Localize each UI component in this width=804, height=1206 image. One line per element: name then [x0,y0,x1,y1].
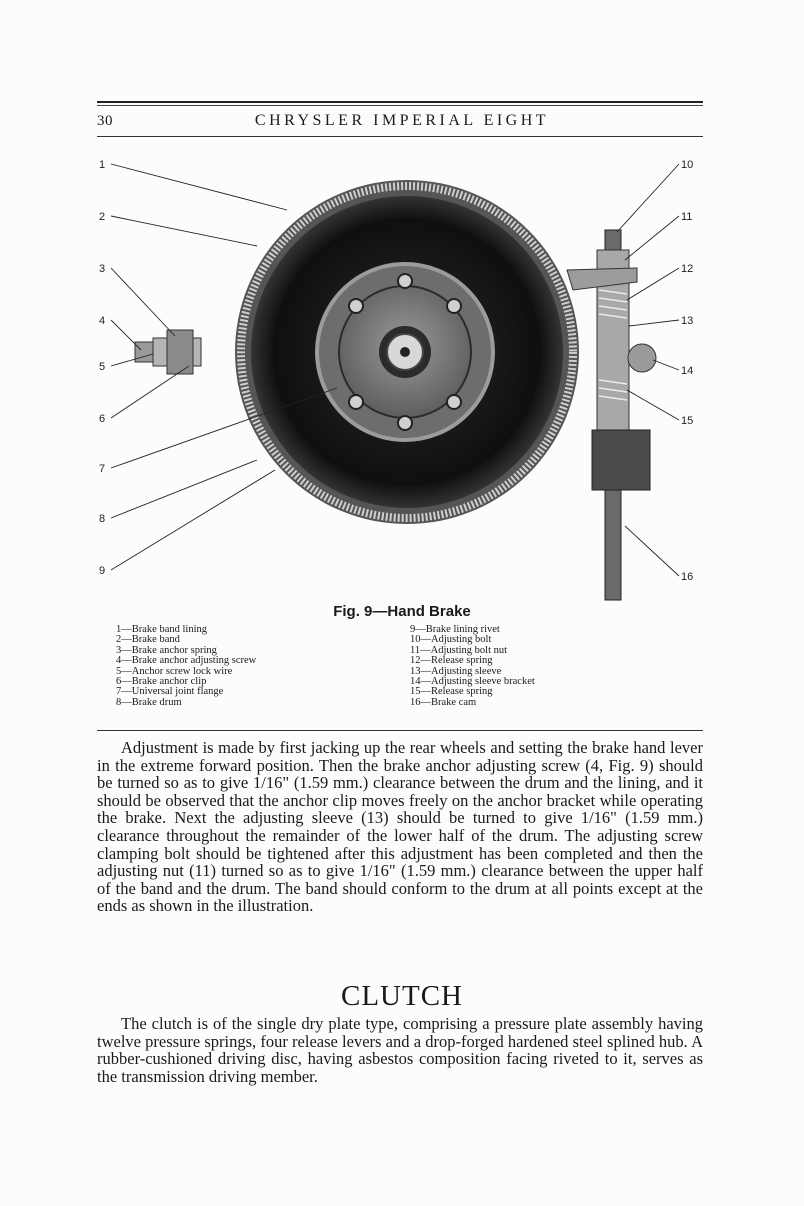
legend-item: 8—Brake drum [116,696,182,708]
legend-item: 11—Adjusting bolt nut [410,644,508,656]
legend-item: 13—Adjusting sleeve [410,665,502,677]
clutch-paragraph: The clutch is of the single dry plate type, comprising a pressure plate assembly having twelve pressure springs, four release levers and a drop-forged hardened steel splined hub. A rubber-cushioned driving disc, having asbestos composition facing riveted to it, serves as the transmission driving member. [97,1014,703,1086]
top-rule [97,101,703,103]
callout-7: 7 [99,463,106,475]
figure-rule [97,730,703,731]
legend-item: 16—Brake cam [410,696,477,708]
legend-item: 15—Release spring [410,686,493,698]
callout-11: 11 [681,211,693,223]
header-rule [97,136,703,137]
legend-item: 6—Brake anchor clip [116,676,207,688]
legend-item: 5—Anchor screw lock wire [116,665,233,677]
callout-1: 1 [99,159,106,171]
callout-2: 2 [99,211,106,223]
legend-item: 4—Brake anchor adjusting screw [116,655,257,667]
legend-item: 9—Brake lining rivet [410,624,500,635]
running-title: CHRYSLER IMPERIAL EIGHT [254,112,550,129]
legend-item: 1—Brake band lining [116,624,207,635]
legend-item: 7—Universal joint flange [116,686,224,698]
callout-3: 3 [99,263,106,275]
legend-item: 14—Adjusting sleeve bracket [410,676,535,688]
callout-8: 8 [99,513,106,525]
adjustment-paragraph: Adjustment is made by first jacking up the rear wheels and setting the brake hand lever in the extreme forward position. Then the brake anchor adjusting screw (4, Fig. 9) should be turned so as to give 1/16" (1.59 mm.) clearance between the drum and the lining, and it should be observed that the anchor clip moves freely on the anchor bracket while operating the brake. Next the adjusting sleeve (13) should be turned to give 1/16" (1.59 mm.) clearance throughout the remainder of the lower half of the drum. The adjusting screw clamping bolt should be tightened after this adjustment has been completed and then the adjusting nut (11) turned so as to give 1/16" (1.59 mm.) clearance between the upper half of the band and the drum. The band should conform to the drum at all points except at the ends as shown in the illustration. [97,738,703,916]
page-number: 30 [97,113,113,129]
callout-10: 10 [681,159,694,171]
legend-item: 12—Release spring [410,655,493,667]
figure-legend-left [116,625,396,708]
figure-caption: Fig. 9—Hand Brake [333,603,471,620]
legend-item: 2—Brake band [116,634,180,646]
callout-9: 9 [99,565,106,577]
legend-item: 3—Brake anchor spring [116,644,217,656]
callout-16: 16 [681,571,694,583]
top-rule-thin [97,105,703,106]
callout-12: 12 [681,263,694,275]
figure-legend-right [410,625,690,708]
callout-5: 5 [99,361,106,373]
callout-15: 15 [681,415,694,427]
callout-4: 4 [99,315,106,327]
callout-6: 6 [99,413,106,425]
hand-brake-illustration [97,140,703,602]
callout-14: 14 [681,365,694,377]
section-heading: CLUTCH [341,980,463,1012]
legend-item: 10—Adjusting bolt [410,634,492,646]
callout-13: 13 [681,315,694,327]
